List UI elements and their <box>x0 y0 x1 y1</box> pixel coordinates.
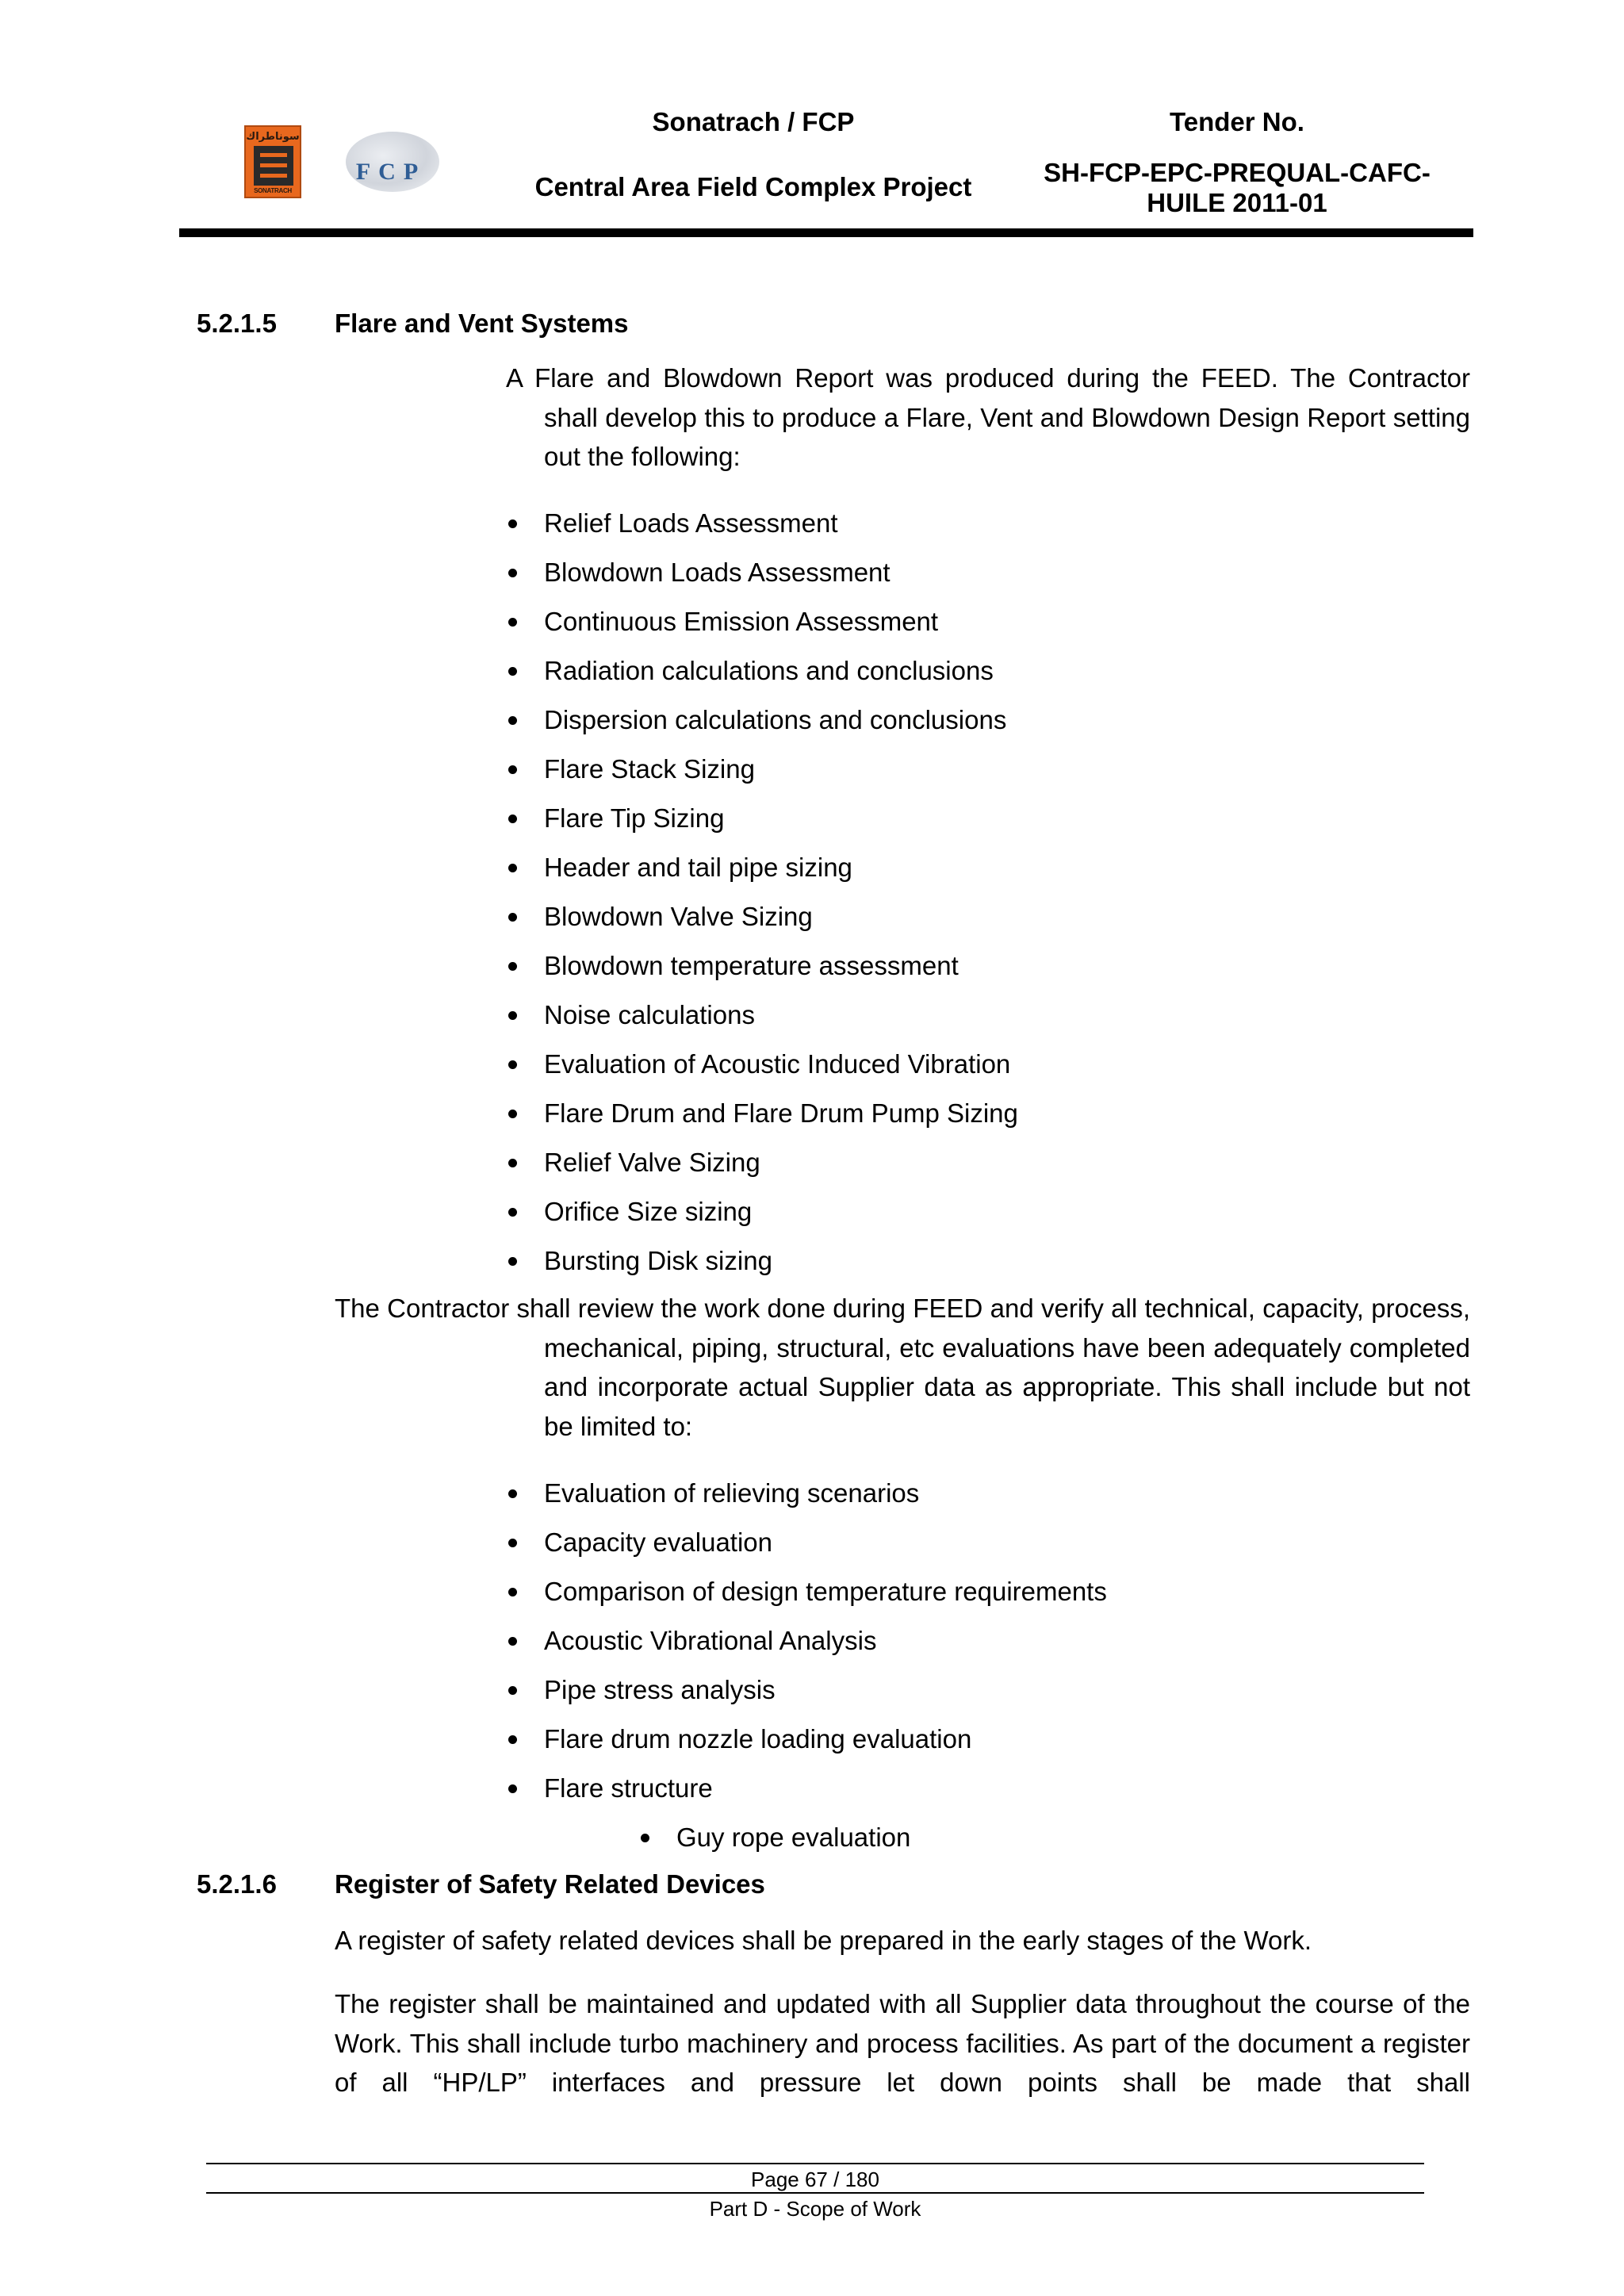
header-project: Central Area Field Complex Project <box>534 172 972 201</box>
list-item: Acoustic Vibrational Analysis <box>544 1625 1470 1674</box>
list-item: Evaluation of relieving scenarios <box>544 1478 1470 1527</box>
list-item: Blowdown temperature assessment <box>544 950 1470 999</box>
bullet-icon <box>508 1110 517 1118</box>
bullet-icon <box>508 1011 517 1020</box>
bullet-icon <box>508 1784 517 1793</box>
header-divider <box>179 228 1473 237</box>
list-item: Flare Drum and Flare Drum Pump Sizing <box>544 1098 1470 1147</box>
section-5216-para2: The register shall be maintained and updated with all Supplier data throughout the course of the Work. This shall include turbo machinery and process facilities. As part of the document a register of all “HP/LP” interfaces and pressure let down points shall be made that shall <box>335 1989 1470 2097</box>
list-item: Flare structure <box>544 1773 1470 1822</box>
bullet-icon <box>508 864 517 872</box>
section-5215-review <box>335 1289 1470 1446</box>
bullet-icon <box>508 519 517 528</box>
bullet-icon <box>508 1159 517 1167</box>
section-5216-title: Register of Safety Related Devices <box>335 1869 765 1899</box>
sonatrach-mark-icon <box>254 146 293 186</box>
bullet-icon <box>508 569 517 577</box>
bullet-icon <box>508 1060 517 1069</box>
list-item: Evaluation of Acoustic Induced Vibration <box>544 1048 1470 1098</box>
bullet-icon <box>641 1834 649 1842</box>
bullet-icon <box>508 962 517 971</box>
section-5216-number: 5.2.1.6 <box>197 1869 277 1899</box>
fcp-logo-text: FCP <box>355 159 427 185</box>
list-item: Blowdown Valve Sizing <box>544 901 1470 950</box>
header-tender-number-1: SH-FCP-EPC-PREQUAL-CAFC- <box>1044 158 1431 187</box>
bullet-icon <box>508 1735 517 1744</box>
bullet-icon <box>508 913 517 922</box>
footer-page-number: Page 67 / 180 <box>751 2168 879 2191</box>
flare-structure-sublist <box>676 1822 1469 1871</box>
list-item: Blowdown Loads Assessment <box>544 557 1470 606</box>
bullet-icon <box>508 667 517 676</box>
list-item: Flare Tip Sizing <box>544 803 1470 852</box>
section-5216-para1: A register of safety related devices shall be prepared in the early stages of the Work. <box>335 1926 1312 1955</box>
list-item: Flare drum nozzle loading evaluation <box>544 1723 1470 1773</box>
list-item: Orifice Size sizing <box>544 1196 1470 1245</box>
list-item: Capacity evaluation <box>544 1527 1470 1576</box>
list-item: Continuous Emission Assessment <box>544 606 1470 655</box>
bullet-icon <box>508 716 517 725</box>
list-item: Bursting Disk sizing <box>544 1245 1470 1294</box>
bullet-icon <box>508 1686 517 1695</box>
bullet-icon <box>508 765 517 774</box>
bullet-icon <box>508 1539 517 1547</box>
list-item: Pipe stress analysis <box>544 1674 1470 1723</box>
header-tender-number-2: HUILE 2011-01 <box>1147 188 1327 217</box>
feed-review-list <box>544 1478 1470 1822</box>
bullet-icon <box>508 815 517 823</box>
list-item: Guy rope evaluation <box>676 1822 1469 1871</box>
header-company: Sonatrach / FCP <box>652 107 855 136</box>
list-item: Header and tail pipe sizing <box>544 852 1470 901</box>
footer-divider-top <box>206 2163 1424 2164</box>
bullet-icon <box>508 1257 517 1266</box>
section-5215-number: 5.2.1.5 <box>197 309 277 338</box>
footer-divider-bottom <box>206 2192 1424 2194</box>
section-5215-review-text: The Contractor shall review the work done during FEED and verify all technical, capacity, process, mechanical, piping, structural, etc evaluations have been adequately completed and incorporate actual Supplier data as appropriate. This shall include but not be limited to: <box>335 1294 1470 1441</box>
bullet-icon <box>508 1588 517 1596</box>
list-item: Noise calculations <box>544 999 1470 1048</box>
header-tender-label: Tender No. <box>1170 107 1304 136</box>
sonatrach-logo-name: SONATRACH <box>254 187 292 194</box>
fcp-logo <box>331 127 450 198</box>
flare-report-list <box>544 508 1470 1294</box>
bullet-icon <box>508 1489 517 1498</box>
list-item: Relief Loads Assessment <box>544 508 1470 557</box>
footer-part: Part D - Scope of Work <box>709 2197 921 2221</box>
bullet-icon <box>508 1208 517 1217</box>
bullet-icon <box>508 618 517 627</box>
list-item: Radiation calculations and conclusions <box>544 655 1470 704</box>
list-item: Flare Stack Sizing <box>544 753 1470 803</box>
bullet-icon <box>508 1637 517 1646</box>
list-item: Dispersion calculations and conclusions <box>544 704 1470 753</box>
section-5215-intro: A Flare and Blowdown Report was produced during the FEED. The Contractor shall develop this to produce a Flare, Vent and Blowdown Design Report setting out the following: <box>506 363 1470 471</box>
sonatrach-logo-arabic: سوناطراك <box>246 130 300 142</box>
sonatrach-logo <box>244 125 301 198</box>
list-item: Comparison of design temperature requirements <box>544 1576 1470 1625</box>
list-item: Relief Valve Sizing <box>544 1147 1470 1196</box>
section-5215-title: Flare and Vent Systems <box>335 309 629 338</box>
